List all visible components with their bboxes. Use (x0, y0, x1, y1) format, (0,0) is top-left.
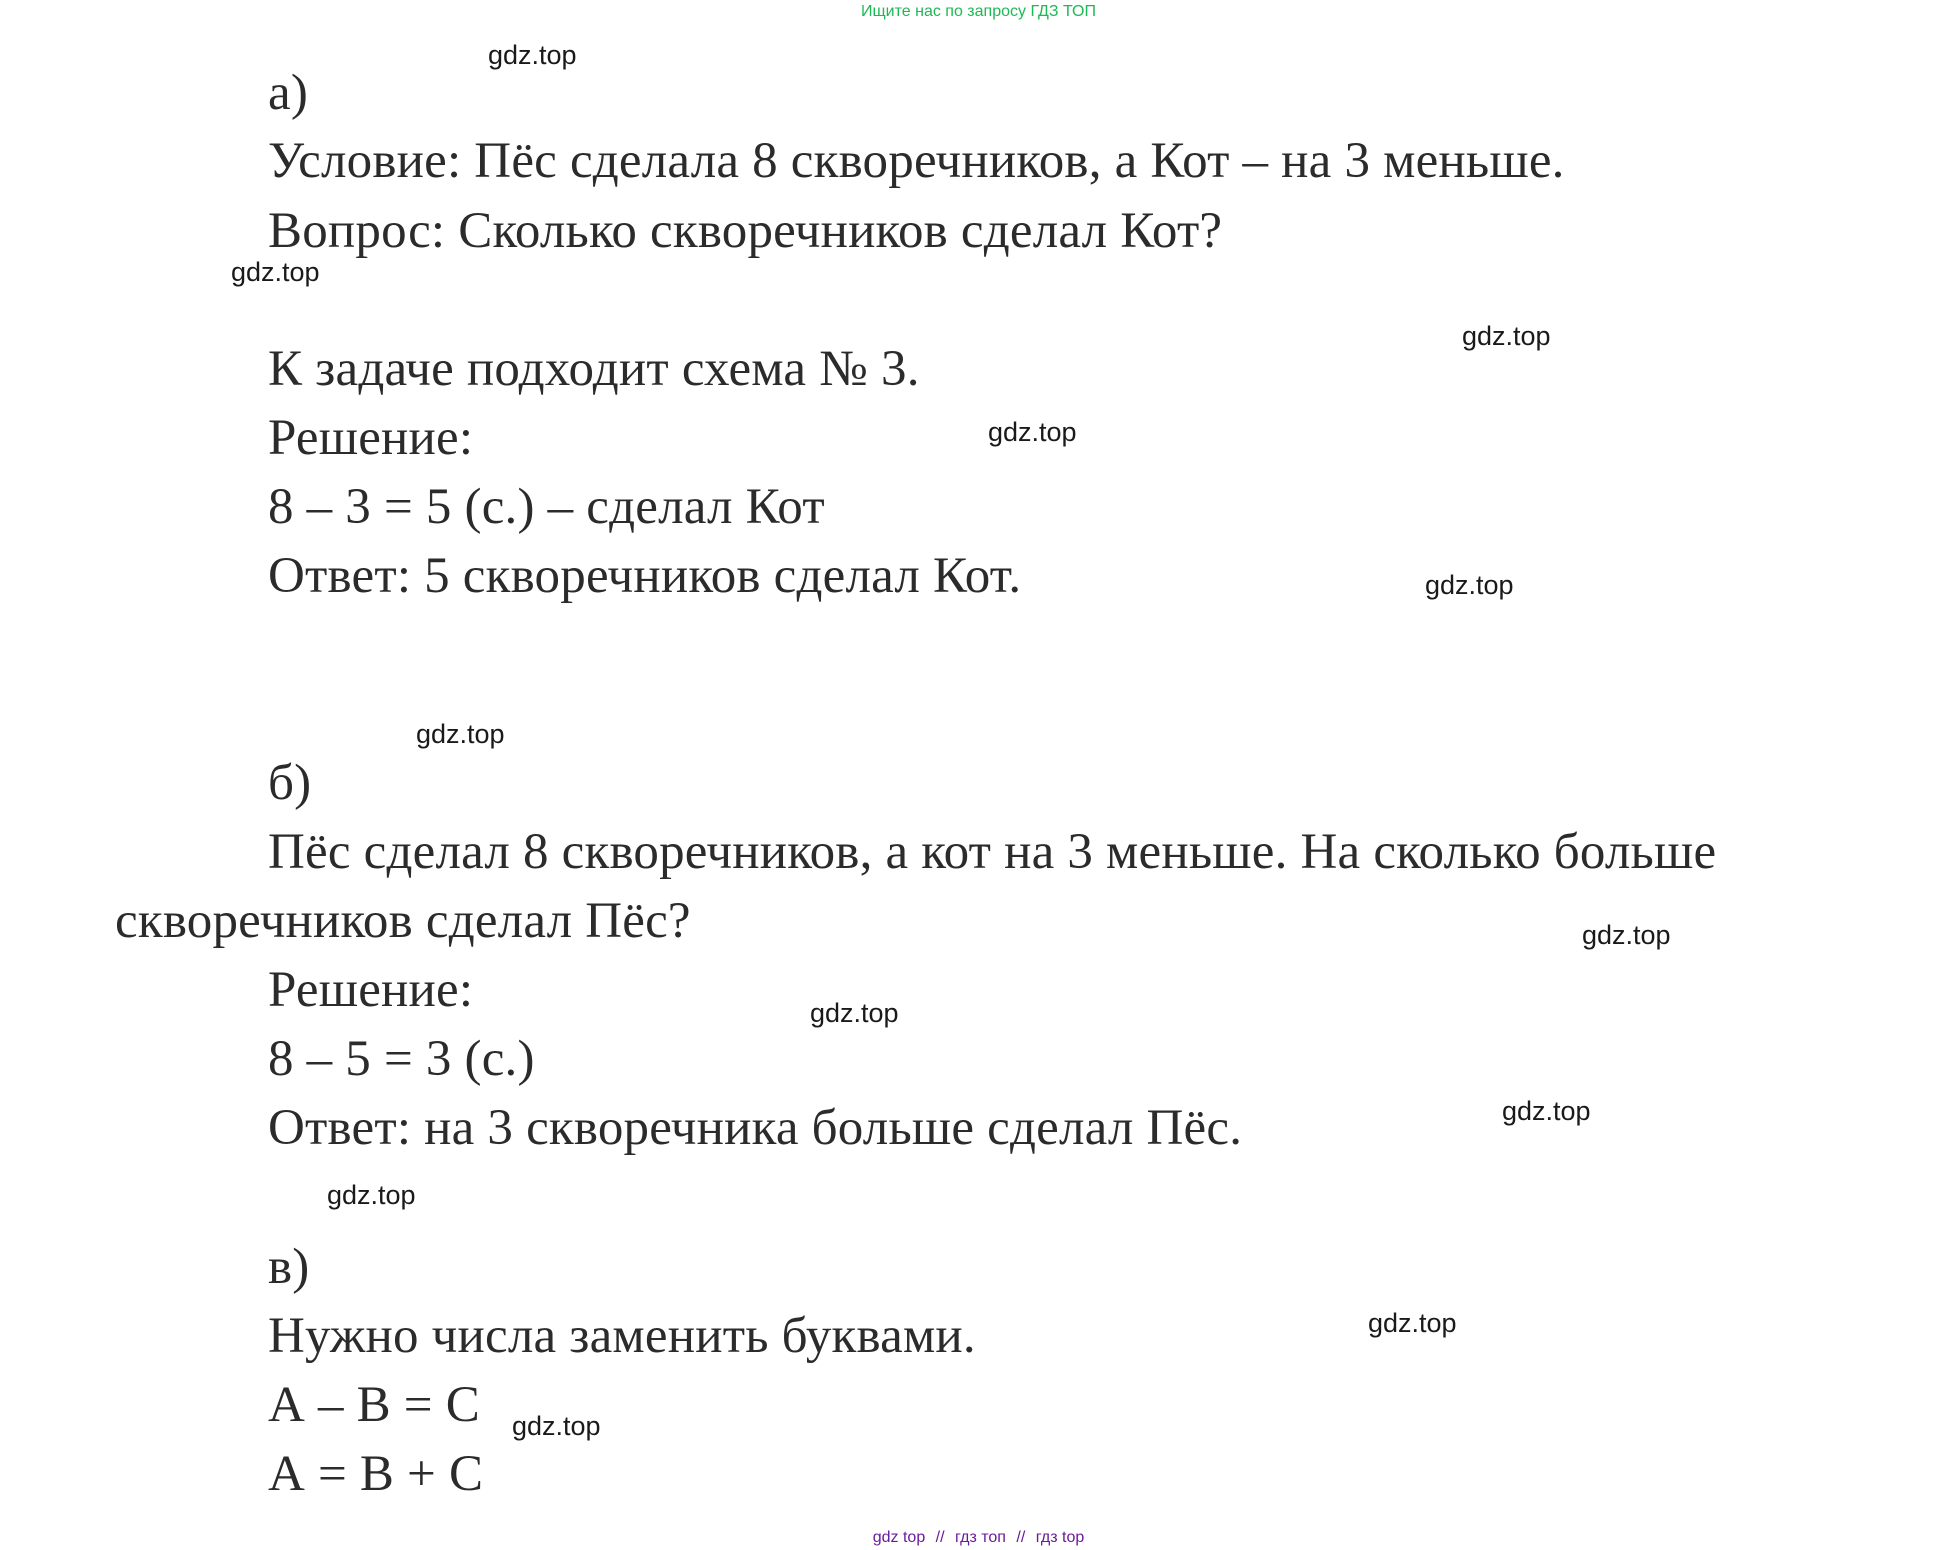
section-b-label: б) (268, 755, 312, 811)
section-a-condition: Условие: Пёс сделала 8 скворечников, а Кот – на 3 меньше. (268, 133, 1565, 189)
section-b-solution: 8 – 5 = 3 (с.) (268, 1031, 535, 1087)
watermark: gdz.top (1368, 1308, 1457, 1338)
bottom-banner-part2[interactable]: гдз топ (955, 1529, 1006, 1546)
section-a-label: а) (268, 65, 309, 121)
bottom-banner-part1[interactable]: gdz top (872, 1529, 926, 1546)
watermark: gdz.top (416, 719, 505, 749)
section-a-scheme: К задаче подходит схема № 3. (268, 341, 920, 397)
watermark: gdz.top (1582, 920, 1671, 950)
section-c-formula1: А – В = С (268, 1377, 480, 1433)
section-a-solution: 8 – 3 = 5 (с.) – сделал Кот (268, 479, 825, 535)
section-b-answer: Ответ: на 3 скворечника больше сделал Пёс. (268, 1100, 1243, 1156)
top-banner[interactable]: Ищите нас по запросу ГДЗ ТОП (861, 3, 1096, 20)
section-b-problem-line2: скворечников сделал Пёс? (115, 893, 691, 949)
watermark: gdz.top (810, 998, 899, 1028)
section-a-answer: Ответ: 5 скворечников сделал Кот. (268, 548, 1022, 604)
section-a-question: Вопрос: Сколько скворечников сделал Кот? (268, 203, 1223, 259)
watermark: gdz.top (512, 1411, 601, 1441)
watermark: gdz.top (988, 417, 1077, 447)
section-c-formula2: А = В + С (268, 1446, 484, 1502)
bottom-banner-separator: // (1016, 1529, 1026, 1546)
watermark: gdz.top (1425, 570, 1514, 600)
watermark: gdz.top (488, 40, 577, 70)
watermark: gdz.top (231, 257, 320, 287)
watermark: gdz.top (327, 1180, 416, 1210)
watermark: gdz.top (1462, 321, 1551, 351)
bottom-banner-separator: // (935, 1529, 945, 1546)
section-a-solution-label: Решение: (268, 410, 474, 466)
section-b-solution-label: Решение: (268, 962, 474, 1018)
watermark: gdz.top (1502, 1096, 1591, 1126)
section-c-label: в) (268, 1239, 310, 1295)
section-b-problem-line1: Пёс сделал 8 скворечников, а кот на 3 меньше. На сколько больше (268, 824, 1717, 880)
section-c-text: Нужно числа заменить буквами. (268, 1308, 976, 1364)
bottom-banner[interactable] (0, 1528, 1957, 1547)
bottom-banner-part3[interactable]: гдз top (1035, 1529, 1085, 1546)
